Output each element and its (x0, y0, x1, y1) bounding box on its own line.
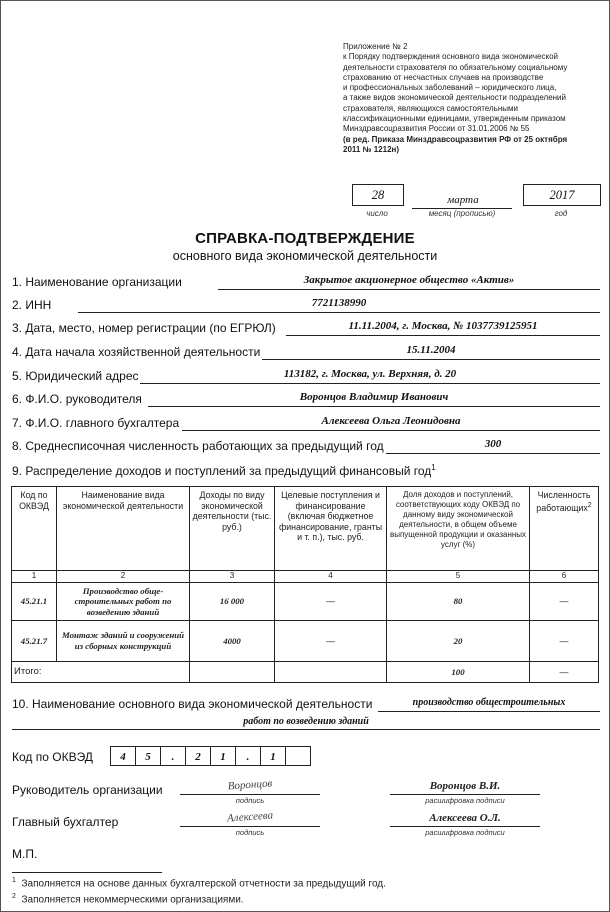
total-label: Итого: (12, 662, 190, 683)
row-target-funding: — (275, 621, 387, 662)
row-staff: — (530, 621, 599, 662)
footnote-text: Заполняется на основе данных бухгалтерской отчетности за предыдущий год. (21, 878, 386, 890)
footnote-1 (12, 877, 386, 889)
appendix-note (343, 42, 605, 155)
row-activity-name: Производство обще-строительных работ по возведению зданий (57, 583, 190, 621)
head-name: Воронцов В.И. (429, 780, 501, 792)
field-underline (140, 383, 600, 384)
date-month: марта (447, 194, 479, 206)
field-value-inn: 7721138990 (311, 297, 367, 309)
header-activity-name: Наименование вида экономической деятельности (57, 487, 190, 571)
field-underline (218, 289, 600, 290)
appendix-line: деятельности страхователя по обязательному социальному (343, 62, 568, 72)
footnote-ref: 2 (587, 501, 592, 509)
footnote-ref: 1 (431, 463, 436, 472)
row-okved-code: 45.21.1 (12, 583, 57, 621)
appendix-line: страхователя, являющихся самостоятельными (343, 103, 518, 113)
field-value-start-date: 15.11.2004 (406, 344, 456, 356)
sign-caption: подпись (235, 828, 265, 837)
field-underline (182, 430, 600, 431)
appendix-line: 2011 № 1212н) (343, 144, 400, 154)
accountant-signature: Алексеева (226, 809, 274, 825)
header-staff-text: Численность работающих (536, 490, 591, 513)
field-label-legal-address: 5. Юридический адрес (12, 369, 139, 383)
row-share: 20 (387, 621, 530, 662)
footnote-number: 2 (12, 893, 16, 900)
okved-digit-box: 4 (110, 746, 136, 766)
income-distribution-table (11, 486, 599, 683)
okved-digit-box (285, 746, 311, 766)
field-label-start-date: 4. Дата начала хозяйственной деятельности (12, 345, 261, 359)
decode-caption: расшифровка подписи (425, 828, 505, 837)
row-okved-code: 45.21.7 (12, 621, 57, 662)
appendix-line: и профессиональных заболеваний – юридического лица, (343, 83, 557, 93)
head-label: Руководитель организации (12, 783, 163, 797)
field-underline (286, 335, 600, 336)
okved-digit-box: 1 (210, 746, 236, 766)
header-income: Доходы по виду экономической деятельности (тыс. руб.) (190, 487, 275, 571)
table-row (12, 621, 599, 662)
section10-value-line2: работ по возведению зданий (243, 716, 369, 727)
section9-label (12, 463, 436, 478)
total-target-funding (275, 662, 387, 683)
date-day: 28 (352, 184, 404, 206)
signature-line (180, 794, 320, 795)
field-underline (148, 406, 600, 407)
field-value-director: Воронцов Владимир Иванович (299, 391, 449, 403)
document-subtitle: основного вида экономической деятельности (172, 249, 438, 263)
field-label-registration: 3. Дата, место, номер регистрации (по ЕГРЮЛ) (12, 321, 276, 335)
decode-caption: расшифровка подписи (425, 796, 505, 805)
okved-digit-box: 5 (135, 746, 161, 766)
field-underline (386, 453, 600, 454)
row-staff: — (530, 583, 599, 621)
date-year: 2017 (523, 184, 601, 206)
field-underline (378, 711, 600, 712)
footnote-2 (12, 893, 244, 905)
date-year-caption: год (554, 209, 568, 218)
row-activity-name: Монтаж зданий и сооружений из сборных конструкций (57, 621, 190, 662)
appendix-line: а также видов экономической деятельности подразделений (343, 93, 566, 103)
accountant-label: Главный бухгалтер (12, 815, 119, 829)
header-share: Доля доходов и поступлений, соответствующих коду ОКВЭД по данному виду экономической деятельности, в общем объеме выпущенной продукции и оказанных услуг (%) (387, 487, 530, 571)
okved-digit-box: 2 (185, 746, 211, 766)
table-row (12, 583, 599, 621)
row-income: 4000 (190, 621, 275, 662)
sign-caption: подпись (235, 796, 265, 805)
column-number: 6 (530, 571, 599, 583)
row-share: 80 (387, 583, 530, 621)
accountant-name: Алексеева О.Л. (429, 812, 501, 824)
table-total-row (12, 662, 599, 683)
field-value-registration: 11.11.2004, г. Москва, № 1037739125951 (348, 320, 538, 332)
field-label-inn: 2. ИНН (12, 298, 52, 312)
okved-digit-box: . (160, 746, 186, 766)
appendix-line: к Порядку подтверждения основного вида экономической (343, 52, 558, 62)
field-value-accountant: Алексеева Ольга Леонидовна (321, 415, 461, 427)
head-signature: Воронцов (227, 777, 273, 793)
footnote-text: Заполняется некоммерческими организациями. (21, 894, 244, 906)
appendix-line: Минздравсоцразвития России от 31.01.2006 № 55 (343, 124, 530, 134)
total-staff: — (530, 662, 599, 683)
appendix-line: (в ред. Приказа Минздравсоцразвития РФ от 25 октября (343, 134, 568, 144)
column-number: 5 (387, 571, 530, 583)
section10-label: 10. Наименование основного вида экономической деятельности (12, 697, 373, 711)
signature-line (390, 826, 540, 827)
section10-value-line1: производство общестроительных (412, 697, 566, 708)
footnote-number: 1 (12, 877, 16, 884)
field-underline (262, 359, 600, 360)
field-value-headcount: 300 (484, 438, 502, 450)
table-number-row (12, 571, 599, 583)
okved-digit-box: 1 (260, 746, 286, 766)
field-label-accountant: 7. Ф.И.О. главного бухгалтера (12, 416, 180, 430)
date-month-caption: месяц (прописью) (428, 209, 496, 218)
appendix-line: страхованию от несчастных случаев на производстве (343, 72, 544, 82)
section9-text: 9. Распределение доходов и поступлений за предыдущий финансовый год (12, 464, 432, 478)
header-staff (530, 487, 599, 571)
field-value-legal-address: 113182, г. Москва, ул. Верхняя, д. 20 (283, 368, 457, 380)
footnote-divider (12, 872, 162, 873)
field-label-org-name: 1. Наименование организации (12, 275, 182, 289)
table-header-row (12, 487, 599, 571)
okved-digit-box: . (235, 746, 261, 766)
appendix-line: Приложение № 2 (343, 42, 408, 51)
document-title: СПРАВКА-ПОДТВЕРЖДЕНИЕ (195, 230, 415, 247)
column-number: 4 (275, 571, 387, 583)
total-income (190, 662, 275, 683)
column-number: 3 (190, 571, 275, 583)
appendix-line: классификационными единицами, утвержденным приказом (343, 114, 566, 124)
header-okved-code: Код по ОКВЭД (12, 487, 57, 571)
signature-line (180, 826, 320, 827)
field-value-org-name: Закрытое акционерное общество «Актив» (303, 274, 515, 286)
column-number: 2 (57, 571, 190, 583)
header-target-funding: Целевые поступления и финансирование (включая бюджетное финансирование, гранты и т. п.), тыс. руб. (275, 487, 387, 571)
date-day-caption: число (366, 209, 388, 218)
field-underline (78, 312, 600, 313)
row-income: 16 000 (190, 583, 275, 621)
seal-label: М.П. (12, 847, 38, 861)
column-number: 1 (12, 571, 57, 583)
total-share: 100 (387, 662, 530, 683)
okved-label: Код по ОКВЭД (12, 750, 93, 764)
row-target-funding: — (275, 583, 387, 621)
field-label-director: 6. Ф.И.О. руководителя (12, 392, 142, 406)
field-label-headcount: 8. Среднесписочная численность работающих за предыдущий год (12, 439, 384, 453)
signature-line (390, 794, 540, 795)
field-underline (12, 729, 600, 730)
